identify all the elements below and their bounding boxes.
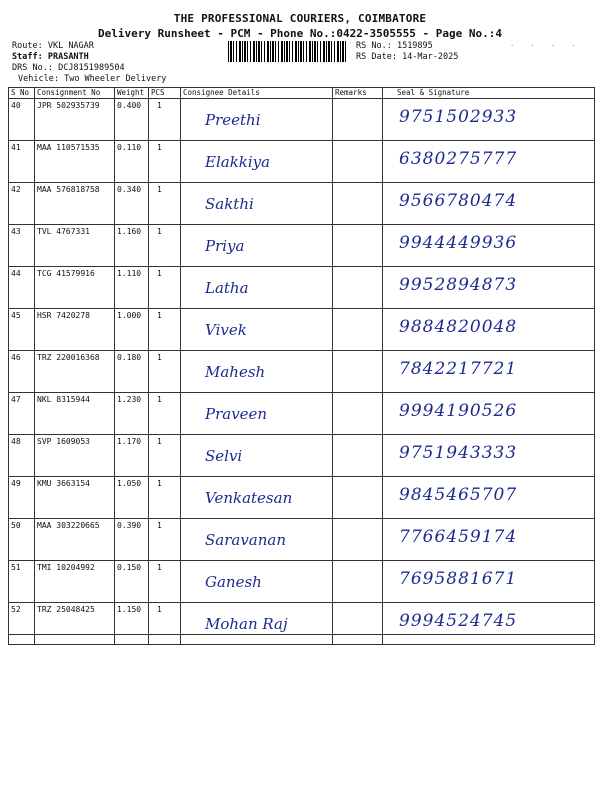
cell-consignee xyxy=(181,351,333,393)
table-row xyxy=(9,393,595,435)
cell-consignment: TCG 41579916 xyxy=(35,267,115,309)
cell-sno: 49 xyxy=(9,477,35,519)
signature-handwriting: 9884820048 xyxy=(399,317,518,337)
cell-signature xyxy=(383,561,595,603)
cell-signature xyxy=(383,309,595,351)
cell-pcs: 1 xyxy=(149,561,181,603)
consignee-handwriting: Mohan Raj xyxy=(205,615,288,633)
cell-sno: 42 xyxy=(9,183,35,225)
runsheet-table xyxy=(8,87,595,645)
cell-pcs: 1 xyxy=(149,225,181,267)
cell-consignee xyxy=(181,309,333,351)
route-value: VKL NAGAR xyxy=(47,41,94,51)
cell-consignee xyxy=(181,519,333,561)
cell-pcs: 1 xyxy=(149,603,181,645)
cell-sno: 44 xyxy=(9,267,35,309)
signature-handwriting: 6380275777 xyxy=(399,149,518,169)
consignee-handwriting: Sakthi xyxy=(205,195,254,213)
cell-consignee xyxy=(181,141,333,183)
cell-weight: 0.400 xyxy=(115,99,149,141)
cell-consignment: HSR 7420278 xyxy=(35,309,115,351)
cell-sno: 46 xyxy=(9,351,35,393)
cell-consignee xyxy=(181,267,333,309)
col-consignee: Consignee Details xyxy=(181,88,333,99)
cell-consignment: SVP 1609053 xyxy=(35,435,115,477)
cell-pcs: 1 xyxy=(149,477,181,519)
staff-label: Staff: xyxy=(12,52,43,62)
consignee-handwriting: Ganesh xyxy=(205,573,262,591)
table-row xyxy=(9,183,595,225)
consignee-handwriting: Vivek xyxy=(205,321,247,339)
cell-pcs: 1 xyxy=(149,267,181,309)
cell-remarks xyxy=(333,519,383,561)
route-line xyxy=(12,41,94,52)
cell-weight: 1.110 xyxy=(115,267,149,309)
cell-signature xyxy=(383,603,595,645)
cell-consignee xyxy=(181,561,333,603)
drs-line xyxy=(12,63,125,74)
consignee-handwriting: Mahesh xyxy=(205,363,266,381)
cell-remarks xyxy=(333,477,383,519)
cell-weight: 1.170 xyxy=(115,435,149,477)
consignee-handwriting: Priya xyxy=(205,237,245,255)
consignee-handwriting: Latha xyxy=(205,279,249,297)
consignee-handwriting: Selvi xyxy=(205,447,243,465)
drs-label: DRS No.: xyxy=(12,63,53,73)
cell-signature xyxy=(383,477,595,519)
cell-remarks xyxy=(333,603,383,645)
table-row xyxy=(9,309,595,351)
cell-pcs: 1 xyxy=(149,99,181,141)
rs-no-value: 1519895 xyxy=(396,41,433,51)
cell-signature xyxy=(383,435,595,477)
table-row xyxy=(9,561,595,603)
cell-consignee xyxy=(181,99,333,141)
consignee-handwriting: Venkatesan xyxy=(205,489,293,507)
cell-consignment: KMU 3663154 xyxy=(35,477,115,519)
cell-weight: 1.150 xyxy=(115,603,149,645)
cell-signature xyxy=(383,225,595,267)
signature-handwriting: 9952894873 xyxy=(399,275,518,295)
vehicle-value: Two Wheeler Delivery xyxy=(64,74,167,84)
rs-date-value: 14-Mar-2025 xyxy=(402,52,459,62)
table-row xyxy=(9,603,595,645)
cell-consignee xyxy=(181,225,333,267)
cell-sno: 40 xyxy=(9,99,35,141)
staff-line xyxy=(12,52,89,63)
table-header-row xyxy=(9,88,595,99)
cell-consignment: NKL 8315944 xyxy=(35,393,115,435)
cell-signature xyxy=(383,519,595,561)
cell-remarks xyxy=(333,141,383,183)
cell-sno: 48 xyxy=(9,435,35,477)
cell-remarks xyxy=(333,561,383,603)
signature-handwriting: 7695881671 xyxy=(399,569,518,589)
cell-weight: 0.390 xyxy=(115,519,149,561)
cell-remarks xyxy=(333,309,383,351)
cell-consignee xyxy=(181,603,333,645)
cell-pcs: 1 xyxy=(149,435,181,477)
cell-remarks xyxy=(333,351,383,393)
cell-pcs: 1 xyxy=(149,351,181,393)
rs-no-line xyxy=(356,41,433,52)
scan-specks: · · · · xyxy=(510,42,582,50)
cell-pcs: 1 xyxy=(149,309,181,351)
cell-signature xyxy=(383,141,595,183)
cell-consignment: TRZ 220016368 xyxy=(35,351,115,393)
signature-handwriting: 9751943333 xyxy=(399,443,518,463)
cell-consignee xyxy=(181,183,333,225)
table-row xyxy=(9,519,595,561)
drs-value: DCJ8151989504 xyxy=(58,63,125,73)
col-remarks: Remarks xyxy=(333,88,383,99)
table-row xyxy=(9,435,595,477)
signature-handwriting: 7842217721 xyxy=(399,359,518,379)
signature-handwriting: 9566780474 xyxy=(399,191,518,211)
cell-sno: 51 xyxy=(9,561,35,603)
cell-pcs: 1 xyxy=(149,141,181,183)
signature-handwriting: 9751502933 xyxy=(399,107,518,127)
cell-sno: 47 xyxy=(9,393,35,435)
cell-sno: 43 xyxy=(9,225,35,267)
cell-remarks xyxy=(333,393,383,435)
rs-date-label: RS Date: xyxy=(356,52,397,62)
vehicle-label: Vehicle: xyxy=(18,74,59,84)
cell-signature xyxy=(383,267,595,309)
runsheet-subtitle: Delivery Runsheet - PCM - Phone No.:0422-3505555 - Page No.:4 xyxy=(98,27,502,40)
cell-sno: 41 xyxy=(9,141,35,183)
cell-consignment: MAA 303220665 xyxy=(35,519,115,561)
cell-remarks xyxy=(333,267,383,309)
signature-handwriting: 7766459174 xyxy=(399,527,518,547)
table-row xyxy=(9,351,595,393)
rs-no-label: RS No.: xyxy=(356,41,392,51)
cell-consignment: TMI 10204992 xyxy=(35,561,115,603)
col-seal: Seal & Signature xyxy=(383,88,595,99)
table-row xyxy=(9,267,595,309)
cell-pcs: 1 xyxy=(149,183,181,225)
cell-signature xyxy=(383,183,595,225)
consignee-handwriting: Praveen xyxy=(205,405,268,423)
cell-sno: 45 xyxy=(9,309,35,351)
consignee-handwriting: Elakkiya xyxy=(205,153,271,171)
cell-consignee xyxy=(181,393,333,435)
cell-signature xyxy=(383,99,595,141)
table-row xyxy=(9,225,595,267)
cell-remarks xyxy=(333,435,383,477)
cell-signature xyxy=(383,351,595,393)
col-pcs: PCS xyxy=(149,88,181,99)
cell-weight: 1.050 xyxy=(115,477,149,519)
cell-pcs: 1 xyxy=(149,393,181,435)
cell-sno: 50 xyxy=(9,519,35,561)
consignee-handwriting: Saravanan xyxy=(205,531,287,549)
cell-remarks xyxy=(333,225,383,267)
table-row xyxy=(9,99,595,141)
consignee-handwriting: Preethi xyxy=(205,111,261,129)
col-sno: S No xyxy=(9,88,35,99)
cell-weight: 0.340 xyxy=(115,183,149,225)
cell-signature xyxy=(383,393,595,435)
cell-consignment: TVL 4767331 xyxy=(35,225,115,267)
table-row xyxy=(9,141,595,183)
cell-weight: 0.150 xyxy=(115,561,149,603)
cell-weight: 0.180 xyxy=(115,351,149,393)
vehicle-line xyxy=(18,74,166,85)
cell-consignment: MAA 576818758 xyxy=(35,183,115,225)
cell-weight: 0.110 xyxy=(115,141,149,183)
cell-weight: 1.000 xyxy=(115,309,149,351)
table-end-line xyxy=(8,634,594,635)
cell-sno: 52 xyxy=(9,603,35,645)
col-weight: Weight xyxy=(115,88,149,99)
cell-consignment: TRZ 25048425 xyxy=(35,603,115,645)
cell-consignee xyxy=(181,477,333,519)
signature-handwriting: 9994524745 xyxy=(399,611,518,631)
cell-consignee xyxy=(181,435,333,477)
cell-remarks xyxy=(333,99,383,141)
route-label: Route: xyxy=(12,41,43,51)
col-consignment: Consignment No xyxy=(35,88,115,99)
barcode-image xyxy=(228,41,346,62)
cell-pcs: 1 xyxy=(149,519,181,561)
cell-remarks xyxy=(333,183,383,225)
cell-weight: 1.230 xyxy=(115,393,149,435)
table-row xyxy=(9,477,595,519)
signature-handwriting: 9845465707 xyxy=(399,485,518,505)
cell-consignment: MAA 110571535 xyxy=(35,141,115,183)
signature-handwriting: 9944449936 xyxy=(399,233,518,253)
cell-consignment: JPR 502935739 xyxy=(35,99,115,141)
runsheet-title: THE PROFESSIONAL COURIERS, COIMBATORE xyxy=(173,12,427,25)
rs-date-line xyxy=(356,52,458,63)
cell-weight: 1.160 xyxy=(115,225,149,267)
signature-handwriting: 9994190526 xyxy=(399,401,518,421)
staff-value: PRASANTH xyxy=(47,52,89,62)
